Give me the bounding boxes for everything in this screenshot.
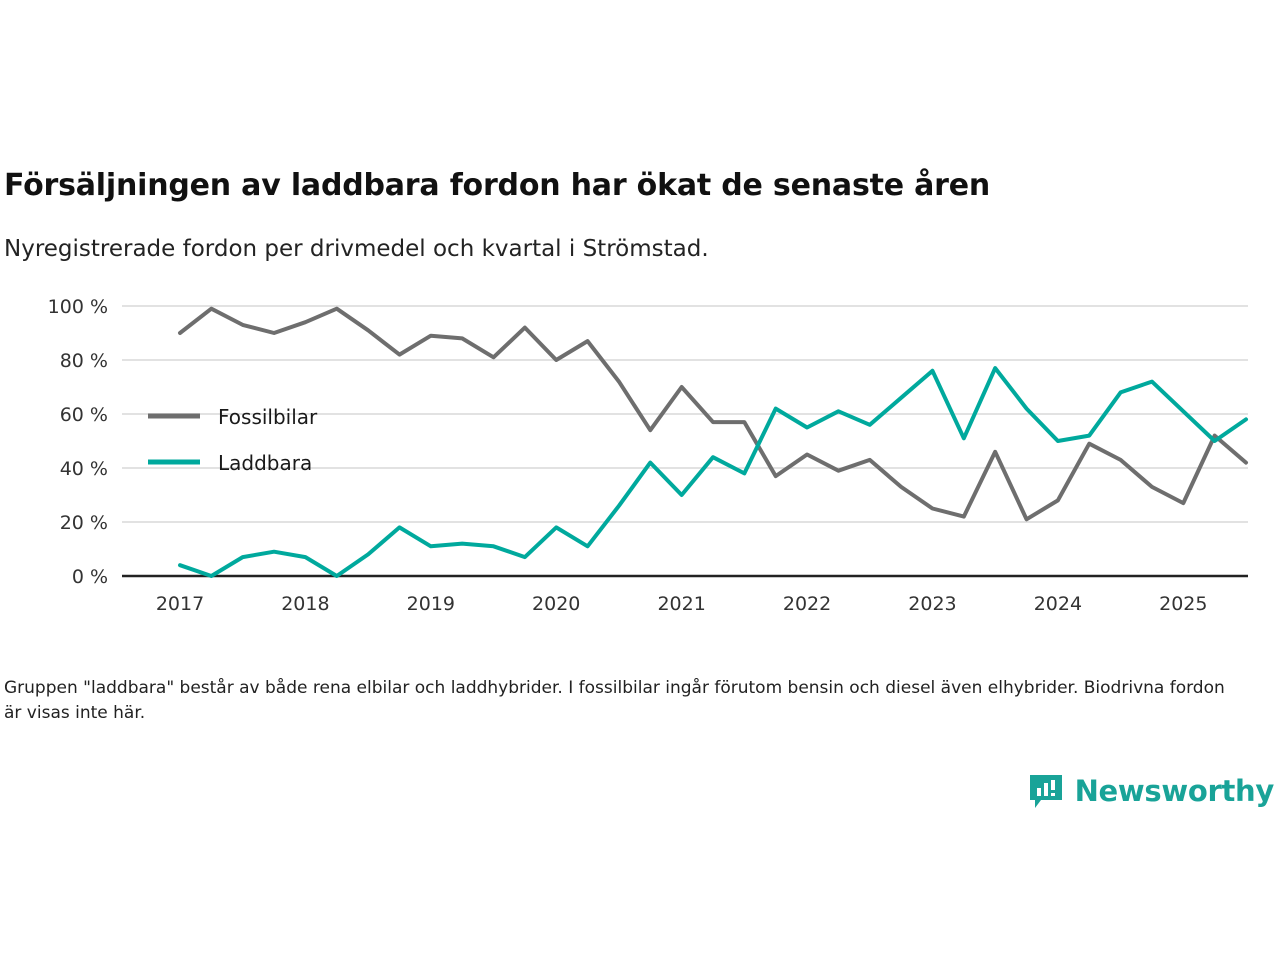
page-title: Försäljningen av laddbara fordon har ökat de senaste åren xyxy=(4,168,991,204)
brand-name: Newsworthy xyxy=(1074,774,1274,808)
x-axis-tick-label: 2021 xyxy=(657,593,706,615)
legend-label: Fossilbilar xyxy=(218,405,318,429)
y-axis-tick-label: 80 % xyxy=(59,350,108,372)
chart-footnote: Gruppen "laddbara" består av både rena elbilar och laddhybrider. I fossilbilar ingår förutom bensin och diesel även elhybrider. Biodrivna fordon är visas inte här. xyxy=(4,678,1225,723)
newsworthy-logo xyxy=(1027,772,1274,810)
series-line-laddbara xyxy=(180,368,1246,576)
x-axis-tick-label: 2024 xyxy=(1033,593,1083,615)
y-axis-tick-label: 100 % xyxy=(47,296,108,318)
y-axis-tick-label: 0 % xyxy=(71,566,108,588)
y-axis-tick-label: 40 % xyxy=(59,458,108,480)
x-axis-tick-label: 2020 xyxy=(532,593,581,615)
y-axis-tick-label: 20 % xyxy=(59,512,108,534)
page-subtitle: Nyregistrerade fordon per drivmedel och kvartal i Strömstad. xyxy=(4,236,709,262)
x-axis-tick-label: 2025 xyxy=(1159,593,1208,615)
x-axis-tick-label: 2017 xyxy=(155,593,205,615)
legend-label: Laddbara xyxy=(218,451,313,475)
y-axis-tick-label: 60 % xyxy=(59,404,108,426)
x-axis-tick-label: 2022 xyxy=(782,593,832,615)
x-axis-tick-label: 2019 xyxy=(406,593,456,615)
chart-svg xyxy=(0,288,1270,618)
line-chart xyxy=(0,288,1270,618)
x-axis-tick-label: 2023 xyxy=(908,593,957,615)
x-axis-tick-label: 2018 xyxy=(281,593,330,615)
bar-chart-bubble-icon xyxy=(1027,772,1065,810)
